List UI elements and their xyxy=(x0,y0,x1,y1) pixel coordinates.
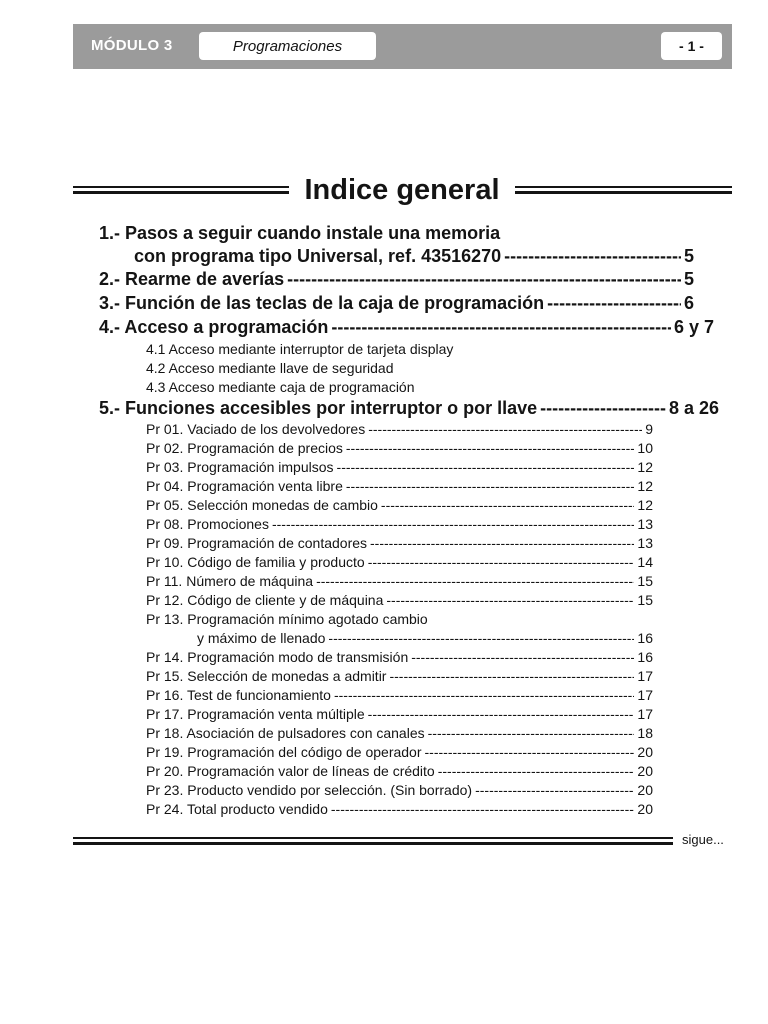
toc-entry-page: 10 xyxy=(637,440,653,456)
toc-entry-page: 6 y 7 xyxy=(673,317,714,337)
dot-leader xyxy=(425,743,635,762)
toc-entry-page: 14 xyxy=(637,554,653,570)
toc-entry-page: 12 xyxy=(637,497,653,513)
dot-leader xyxy=(386,591,634,610)
toc-entry-page: 16 xyxy=(637,649,653,665)
dot-leader xyxy=(389,667,634,686)
toc-entry-page: 15 xyxy=(637,573,653,589)
dot-leader xyxy=(331,800,635,819)
dot-leader xyxy=(368,553,635,572)
dot-leader xyxy=(328,629,634,648)
toc-entry-label: Pr 15. Selección de monedas a admitir xyxy=(146,668,387,684)
dot-leader xyxy=(411,648,634,667)
dot-leader xyxy=(272,515,634,534)
toc-entry-page: 12 xyxy=(637,478,653,494)
toc-entry xyxy=(99,397,719,420)
toc-subentry xyxy=(146,610,653,629)
toc-entry-label: Pr 01. Vaciado de los devolvedores xyxy=(146,421,366,437)
title-row xyxy=(73,170,732,214)
toc-entry-page: 13 xyxy=(637,516,653,532)
toc-subentry xyxy=(146,800,653,819)
toc-entry xyxy=(134,245,694,268)
toc-entry xyxy=(99,316,714,339)
toc-subentry xyxy=(146,477,653,496)
toc-entry-page: 18 xyxy=(637,725,653,741)
module-label: MÓDULO 3 xyxy=(91,37,173,54)
toc-entry-label: Pr 23. Producto vendido por selección. (Sin borrado) xyxy=(146,782,473,798)
toc-entry xyxy=(99,292,694,315)
toc-subentry xyxy=(146,458,653,477)
dot-leader xyxy=(346,439,635,458)
dot-leader xyxy=(428,724,635,743)
toc-subentry xyxy=(146,420,653,439)
toc-subentry xyxy=(197,629,653,648)
toc-entry-page: 17 xyxy=(637,687,653,703)
toc-entry-page: 15 xyxy=(637,592,653,608)
toc-entry-label: Pr 13. Programación mínimo agotado cambio xyxy=(146,611,428,627)
toc-entry-page: 16 xyxy=(637,630,653,646)
toc-entry-label: 1.- Pasos a seguir cuando instale una memoria xyxy=(99,223,501,243)
page-number: - 1 - xyxy=(661,32,722,60)
toc-entry-label: 2.- Rearme de averías xyxy=(99,269,285,289)
toc-subentry xyxy=(146,359,646,378)
toc-entry-label: 3.- Función de las teclas de la caja de programación xyxy=(99,293,545,313)
toc-entry-label: 4.1 Acceso mediante interruptor de tarjeta display xyxy=(146,341,454,357)
dot-leader xyxy=(381,496,635,515)
toc-subentry xyxy=(146,496,653,515)
toc-subentry xyxy=(146,591,653,610)
dot-leader xyxy=(316,572,634,591)
toc-entry-label: Pr 18. Asociación de pulsadores con canales xyxy=(146,725,425,741)
document-title: Indice general xyxy=(304,174,500,206)
dot-leader xyxy=(540,397,666,420)
toc-entry-label: Pr 03. Programación impulsos xyxy=(146,459,334,475)
toc-entry-label: 4.2 Acceso mediante llave de seguridad xyxy=(146,360,394,376)
toc-entry-page: 17 xyxy=(637,668,653,684)
dot-leader xyxy=(368,420,642,439)
toc-entry-label: Pr 14. Programación modo de transmisión xyxy=(146,649,409,665)
toc-entry-page: 20 xyxy=(637,763,653,779)
toc-entry-page: 8 a 26 xyxy=(668,398,719,418)
toc-subentry xyxy=(146,705,653,724)
toc-entry-label: Pr 04. Programación venta libre xyxy=(146,478,343,494)
dot-leader xyxy=(337,458,635,477)
toc-subentry xyxy=(146,743,653,762)
section-title: Programaciones xyxy=(199,32,376,60)
toc-subentry xyxy=(146,340,646,359)
toc-entry-label: Pr 09. Programación de contadores xyxy=(146,535,368,551)
toc-entry-page: 17 xyxy=(637,706,653,722)
toc-entry xyxy=(99,222,699,245)
toc-subentry xyxy=(146,378,646,397)
toc-entry-label: Pr 02. Programación de precios xyxy=(146,440,343,456)
continued-label: sigue... xyxy=(682,832,724,847)
toc-entry-label: Pr 05. Selección monedas de cambio xyxy=(146,497,378,513)
dot-leader xyxy=(331,316,671,339)
dot-leader xyxy=(547,292,681,315)
toc-entry-label: Pr 24. Total producto vendido xyxy=(146,801,328,817)
dot-leader xyxy=(287,268,681,291)
toc-entry-label: 5.- Funciones accesibles por interruptor o por llave xyxy=(99,398,538,418)
toc-subentry xyxy=(146,762,653,781)
toc-entry-label: Pr 08. Promociones xyxy=(146,516,269,532)
toc-entry-label: Pr 17. Programación venta múltiple xyxy=(146,706,365,722)
toc-subentry xyxy=(146,515,653,534)
dot-leader xyxy=(475,781,634,800)
toc-subentry xyxy=(146,439,653,458)
toc-subentry xyxy=(146,572,653,591)
dot-leader xyxy=(504,245,681,268)
toc-entry-label: Pr 19. Programación del código de operador xyxy=(146,744,422,760)
toc-subentry xyxy=(146,686,653,705)
toc-subentry xyxy=(146,648,653,667)
toc-entry-page: 5 xyxy=(683,246,694,266)
toc-entry-label: con programa tipo Universal, ref. 43516270 xyxy=(134,246,502,266)
toc-entry-label: 4.- Acceso a programación xyxy=(99,317,329,337)
toc-entry-label: 4.3 Acceso mediante caja de programación xyxy=(146,379,415,395)
toc-entry-page: 20 xyxy=(637,782,653,798)
toc-entry-page: 20 xyxy=(637,744,653,760)
toc-entry-label: Pr 20. Programación valor de líneas de crédito xyxy=(146,763,435,779)
toc-entry-label: Pr 11. Número de máquina xyxy=(146,573,314,589)
page-header xyxy=(73,24,732,69)
toc-entry-page: 5 xyxy=(683,269,694,289)
toc-entry-label: Pr 10. Código de familia y producto xyxy=(146,554,365,570)
toc-entry-label: y máximo de llenado xyxy=(197,630,326,646)
dot-leader xyxy=(370,534,634,553)
dot-leader xyxy=(346,477,635,496)
dot-leader xyxy=(438,762,635,781)
dot-leader xyxy=(334,686,634,705)
toc-entry xyxy=(99,268,694,291)
toc-entry-page: 13 xyxy=(637,535,653,551)
toc-subentry xyxy=(146,724,653,743)
toc-subentry xyxy=(146,534,653,553)
title-rule-left xyxy=(73,186,289,195)
toc-entry-page: 12 xyxy=(637,459,653,475)
toc-entry-page: 6 xyxy=(683,293,694,313)
toc-entry-label: Pr 12. Código de cliente y de máquina xyxy=(146,592,384,608)
toc-subentry xyxy=(146,667,653,686)
toc-entry-label: Pr 16. Test de funcionamiento xyxy=(146,687,331,703)
toc-subentry xyxy=(146,553,653,572)
footer-rule xyxy=(73,837,673,846)
toc-subentry xyxy=(146,781,653,800)
title-rule-right xyxy=(515,186,732,195)
toc-entry-page: 20 xyxy=(637,801,653,817)
toc-entry-page: 9 xyxy=(645,421,653,437)
dot-leader xyxy=(368,705,635,724)
